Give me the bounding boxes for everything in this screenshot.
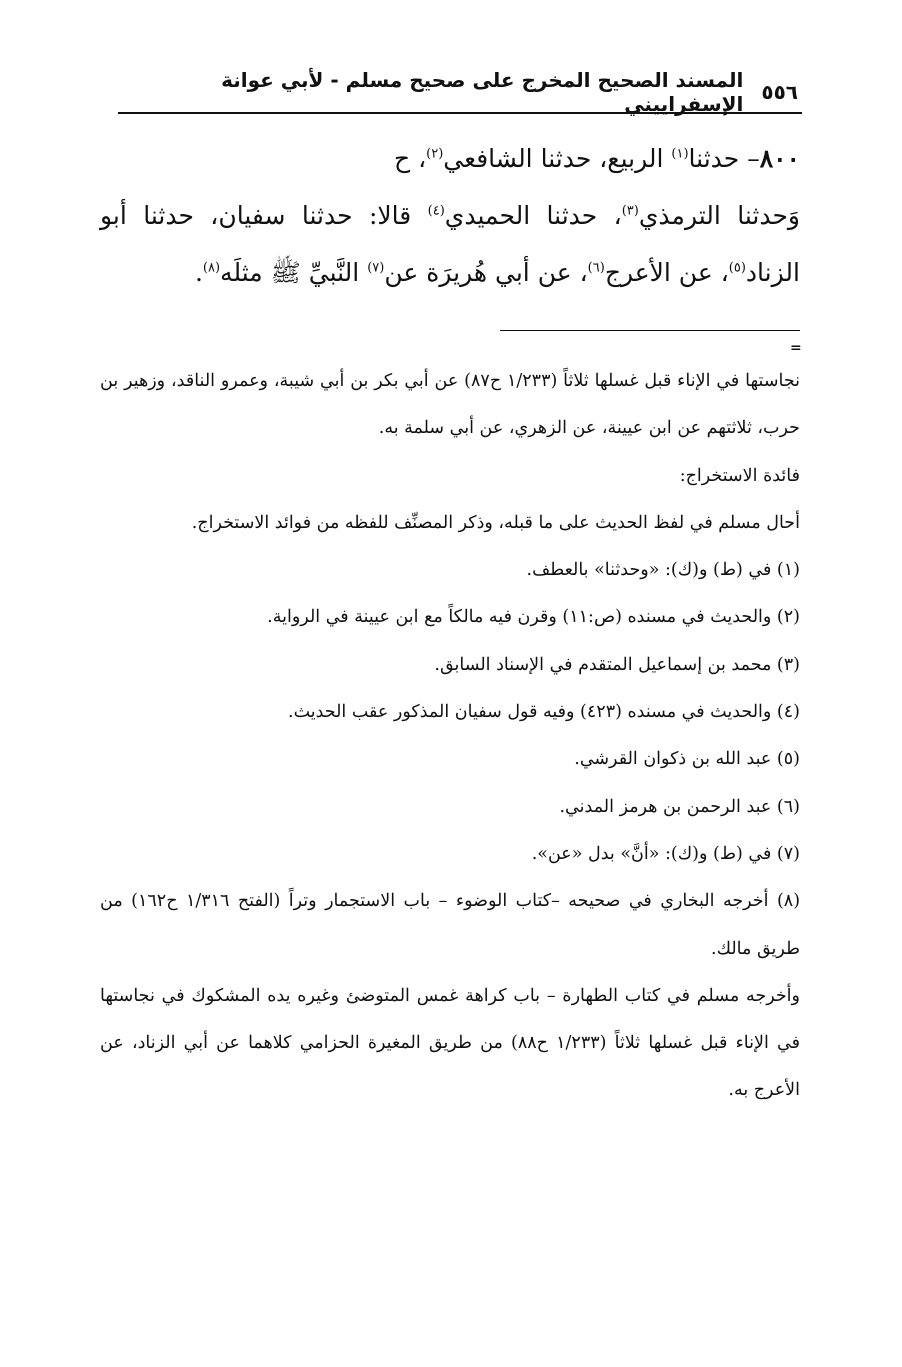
page-number: ٥٥٦ (761, 80, 798, 104)
footnote-5: (٥) عبد الله بن ذكوان القرشي. (574, 749, 800, 770)
footnote-ref-2: (٢) (426, 146, 444, 162)
footnote-1: (١) في (ط) و(ك): «وحدثنا» بالعطف. (526, 560, 800, 581)
running-title: المسند الصحيح المخرج على صحيح مسلم - لأبي عوانة الإسفراييني (221, 68, 744, 116)
footnote-4: (٤) والحديث في مسنده (٤٢٣) وفيه قول سفيان المذكور عقب الحديث. (288, 702, 800, 723)
footnote-ref-6: (٦) (587, 260, 605, 276)
footnote-3: (٣) محمد بن إسماعيل المتقدم في الإسناد السابق. (434, 654, 800, 675)
footnote-separator (500, 330, 800, 331)
hadith-paragraph-1: ٨٠٠– حدثنا$^{(١)}$ الربيع، حدثنا الشافعي$^{(٢)}$، ح (394, 144, 800, 173)
continuation-mark: = (790, 340, 802, 356)
footnote-8-continuation: وأخرجه مسلم في كتاب الطهارة – باب كراهة غمس المتوضئ وغيره يده المشكوك في نجاستها في الإناء قبل غسلها ثلاثاً (١/٢٣٣ ح٨٨) من طريق المغيرة الحزامي كلاهما عن أبي الزناد، عن الأعرج به. (100, 985, 800, 1101)
footnote-ref-5: (٥) (728, 260, 746, 276)
footnote-ref-7: (٧) (367, 260, 385, 276)
footnote-ref-3: (٣) (621, 203, 639, 219)
hadith-text (100, 130, 800, 301)
footnotes (100, 358, 800, 1115)
footnote-ref-8: (٨) (202, 260, 221, 276)
footnote-7: (٧) في (ط) و(ك): «أنَّ» بدل «عن». (531, 843, 800, 864)
running-header (118, 68, 798, 116)
footnote-ref-4: (٤) (427, 203, 445, 219)
footnote-ref-1: (١) (671, 146, 689, 162)
footnote-continuation: نجاستها في الإناء قبل غسلها ثلاثاً (١/٢٣٣ ح٨٧) عن أبي بكر بن أبي شيبة، وعمرو الناقد، وزهير بن حرب، ثلاثتهم عن ابن عيينة، عن الزهري، عن أبي سلمة به. (100, 371, 800, 439)
header-rule (118, 112, 802, 114)
faida-text: أحال مسلم في لفظ الحديث على ما قبله، وذكر المصنِّف للفظه من فوائد الاستخراج. (191, 512, 800, 533)
footnote-6: (٦) عبد الرحمن بن هرمز المدني. (559, 796, 800, 817)
footnote-2: (٢) والحديث في مسنده (ص:١١) وقرن فيه مالكاً مع ابن عيينة في الرواية. (267, 607, 800, 628)
footnote-8: (٨) أخرجه البخاري في صحيحه –كتاب الوضوء – باب الاستجمار وتراً (الفتح ١/٣١٦ ح١٦٢) من طريق مالك. (100, 891, 801, 959)
hadith-number: ٨٠٠ (759, 144, 800, 173)
hadith-paragraph-2: وَحدثنا الترمذي$^{(٣)}$، حدثنا الحميدي$^{(٤)}$ قالا: حدثنا سفيان، حدثنا أبو الزناد$^{(٥)}$، عن الأعرج$^{(٦)}$، عن أبي هُريرَة عن$^{(٧)}$ النَّبيِّ ﷺ مثلَه$^{(٨)}$. (100, 201, 801, 287)
faida-heading: فائدة الاستخراج: (679, 465, 800, 486)
